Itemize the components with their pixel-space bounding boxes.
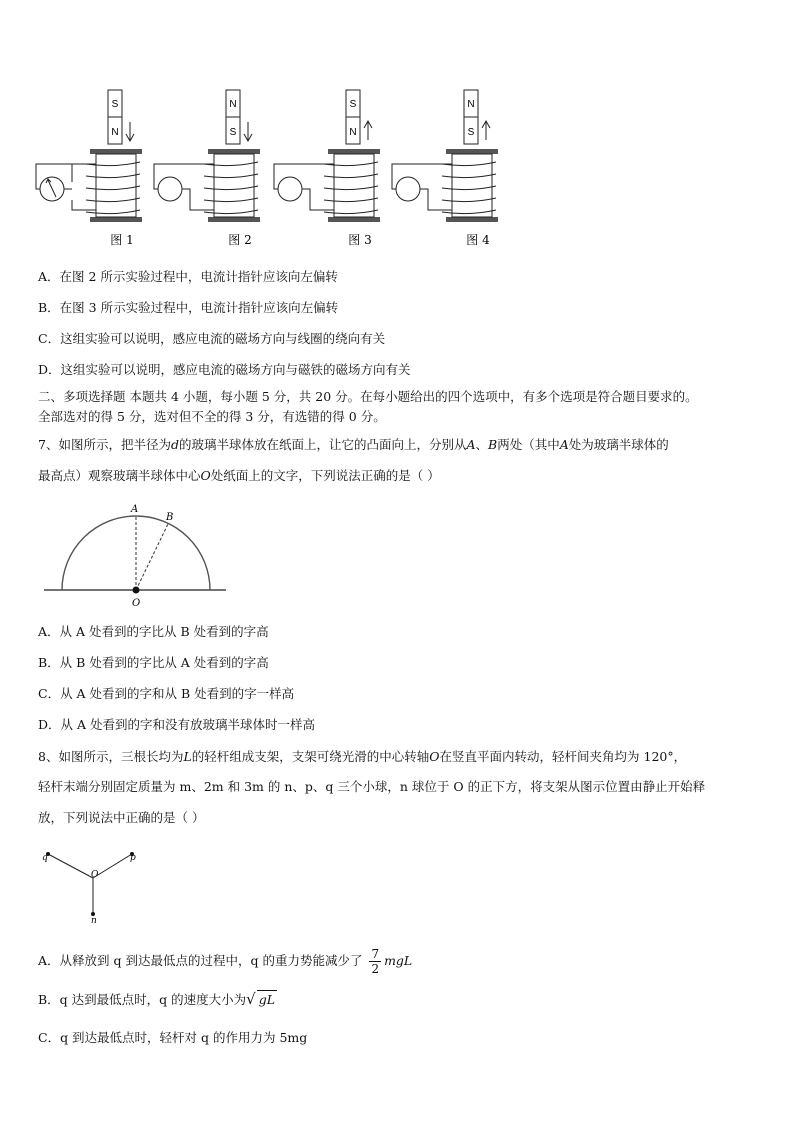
q6-option-b: B．在图 3 所示实验过程中，电流计指针应该向左偏转: [38, 300, 339, 315]
q8-option-b: B．q 达到最低点时，q 的速度大小为√ gL: [38, 990, 276, 1008]
section-heading-line-1: 二、多项选择题 本题共 4 小题，每小题 5 分，共 20 分。在每小题给出的四个选项中，有多个选项是符合题目要求的。: [38, 389, 698, 404]
magnet-bottom-pole: N: [111, 127, 119, 138]
galvanometer-icon: [396, 177, 420, 201]
rod-support-figure: [38, 842, 148, 924]
fraction-seven-halves: $\frac{7}{2}$: [371, 947, 380, 976]
q6-option-a: A．在图 2 所示实验过程中，电流计指针应该向左偏转: [38, 269, 338, 284]
hemisphere-figure: [40, 498, 230, 610]
magnet-top-pole: S: [349, 99, 357, 110]
q7-option-c: C．从 A 处看到的字和从 B 处看到的字一样高: [38, 686, 295, 701]
arrow-up-icon: [482, 121, 490, 140]
magnet-top-pole: S: [111, 99, 119, 110]
line-ob: [136, 524, 168, 590]
magnet-top-pole: N: [229, 99, 237, 110]
figure-caption: 图 1: [110, 233, 134, 247]
magnet-top-pole: N: [467, 99, 475, 110]
figure-caption: 图 2: [228, 233, 252, 247]
q8-option-c: C．q 到达最低点时，轻杆对 q 的作用力为 5mg: [38, 1030, 308, 1045]
q7-option-a: A．从 A 处看到的字比从 B 处看到的字高: [38, 624, 269, 639]
arrow-down-icon: [126, 122, 134, 141]
q6-option-d: D．这组实验可以说明，感应电流的磁场方向与磁铁的磁场方向有关: [38, 362, 411, 377]
label-a: A: [131, 504, 139, 515]
magnet-bottom-pole: S: [467, 127, 475, 138]
magnet-bottom-pole: S: [229, 127, 237, 138]
experiment-panel-3: [274, 90, 380, 247]
magnet-bottom-pole: N: [349, 127, 357, 138]
q7-stem-line-1: 7、如图所示，把半径为d的玻璃半球体放在纸面上，让它的凸面向上，分别从A、B两处（其中A处为玻璃半球体的: [38, 437, 669, 452]
q6-option-c: C．这组实验可以说明，感应电流的磁场方向与线圈的绕向有关: [38, 331, 386, 346]
galvanometer-icon: [278, 177, 302, 201]
arrow-up-icon: [364, 121, 372, 140]
label-p: p: [130, 853, 136, 863]
label-o: O: [132, 598, 141, 609]
label-q: q: [42, 853, 48, 863]
experiment-panel-1: [36, 90, 142, 247]
experiment-panel-4: [392, 90, 498, 247]
label-o: O: [91, 870, 99, 880]
label-b: B: [166, 512, 174, 523]
galvanometer-icon: [158, 177, 182, 201]
experiment-panel-2: [154, 90, 260, 247]
arrow-down-icon: [244, 122, 252, 141]
q7-option-b: B．从 B 处看到的字比从 A 处看到的字高: [38, 655, 269, 670]
figure-caption: 图 4: [466, 233, 490, 247]
q8-option-a: A．从释放到 q 到达最低点的过程中，q 的重力势能减少了 $\frac{7}{2}$ mgL: [38, 947, 413, 976]
q8-stem-line-1: 8、如图所示，三根长均为L的轻杆组成支架，支架可绕光滑的中心转轴O在竖直平面内转动，轻杆间夹角均为 120°，: [38, 749, 687, 764]
section-heading-line-2: 全部选对的得 5 分，选对但不全的得 3 分，有选错的得 0 分。: [38, 409, 386, 424]
q7-option-d: D．从 A 处看到的字和没有放玻璃半球体时一样高: [38, 717, 315, 732]
figure-caption: 图 3: [348, 233, 372, 247]
q7-stem-line-2: 最高点）观察玻璃半球体中心O处纸面上的文字，下列说法正确的是（ ）: [38, 468, 440, 483]
center-point-o: [133, 587, 140, 594]
induction-experiment-figure: [30, 82, 510, 257]
q8-stem-line-3: 放，下列说法中正确的是（ ）: [38, 810, 205, 825]
label-n: n: [91, 916, 97, 924]
q8-stem-line-2: 轻杆末端分别固定质量为 m、2m 和 3m 的 n、p、q 三个小球，n 球位于 O 的正下方，将支架从图示位置由静止开始释: [38, 779, 706, 794]
